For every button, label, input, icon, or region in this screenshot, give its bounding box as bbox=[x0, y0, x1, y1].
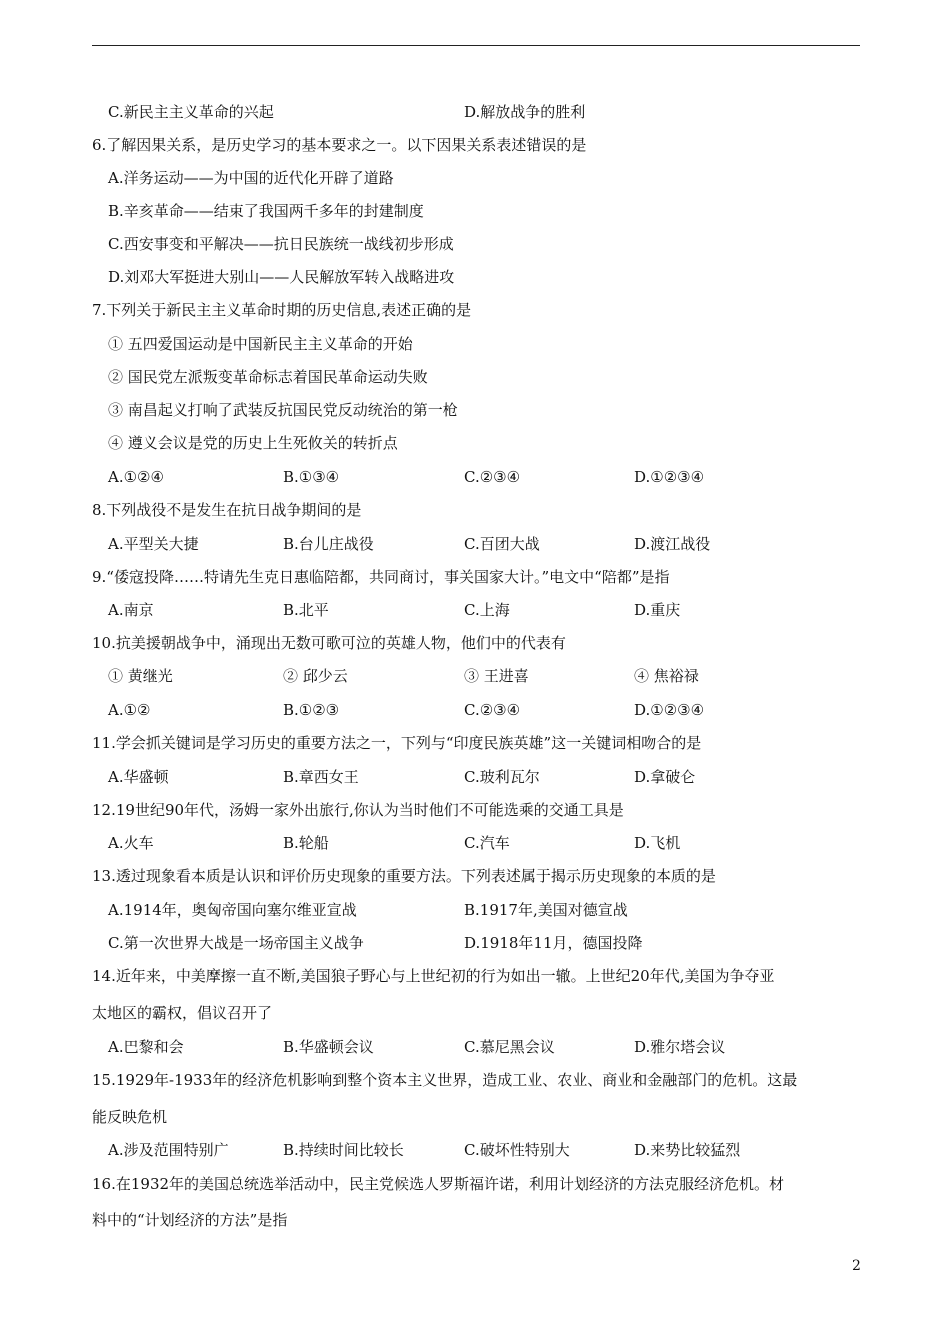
q16-stem-line-1: 16.在1932年的美国总统选举活动中，民主党候选人罗斯福许诺，利用计划经济的方法克服经济危机。材 bbox=[92, 1175, 785, 1193]
q15-stem-line-1: 15.1929年-1933年的经济危机影响到整个资本主义世界，造成工业、农业、商业和金融部门的危机。这最 bbox=[92, 1071, 798, 1089]
q9-option-d: D.重庆 bbox=[634, 601, 681, 619]
q13-option-c: C.第一次世界大战是一场帝国主义战争 bbox=[108, 934, 364, 952]
q9-option-b: B.北平 bbox=[283, 601, 329, 619]
q8-option-a: A.平型关大捷 bbox=[108, 535, 199, 553]
q6-stem: 6.了解因果关系，是历史学习的基本要求之一。以下因果关系表述错误的是 bbox=[92, 136, 587, 154]
q15-option-b: B.持续时间比较长 bbox=[283, 1141, 404, 1159]
q7-statement-2: ② 国民党左派叛变革命标志着国民革命运动失败 bbox=[108, 368, 428, 386]
q8-option-d: D.渡江战役 bbox=[634, 535, 711, 553]
q11-option-b: B.章西女王 bbox=[283, 768, 359, 786]
page-number: 2 bbox=[852, 1258, 861, 1274]
q7-statement-1: ① 五四爱国运动是中国新民主主义革命的开始 bbox=[108, 335, 413, 353]
q10-option-b: B.①②③ bbox=[283, 701, 340, 719]
q14-option-a: A.巴黎和会 bbox=[108, 1038, 184, 1056]
q6-option-b: B.辛亥革命——结束了我国两千多年的封建制度 bbox=[108, 202, 424, 220]
q10-option-c: C.②③④ bbox=[464, 701, 521, 719]
q12-stem: 12.19世纪90年代，汤姆一家外出旅行,你认为当时他们不可能选乘的交通工具是 bbox=[92, 801, 624, 819]
q14-stem-line-1: 14.近年来，中美摩擦一直不断,美国狼子野心与上世纪初的行为如出一辙。上世纪20年代,美国为争夺亚 bbox=[92, 967, 775, 985]
q7-statement-3: ③ 南昌起义打响了武装反抗国民党反动统治的第一枪 bbox=[108, 401, 458, 419]
q10-option-d: D.①②③④ bbox=[634, 701, 705, 719]
q10-hero-3: ③ 王进喜 bbox=[464, 667, 529, 685]
q11-option-c: C.玻利瓦尔 bbox=[464, 768, 540, 786]
q11-option-d: D.拿破仑 bbox=[634, 768, 696, 786]
q13-option-a: A.1914年，奥匈帝国向塞尔维亚宣战 bbox=[108, 901, 357, 919]
q16-stem-line-2: 料中的“计划经济的方法”是指 bbox=[92, 1211, 288, 1229]
q13-stem: 13.透过现象看本质是认识和评价历史现象的重要方法。下列表述属于揭示历史现象的本质的是 bbox=[92, 867, 716, 885]
q8-option-c: C.百团大战 bbox=[464, 535, 540, 553]
q14-option-d: D.雅尔塔会议 bbox=[634, 1038, 726, 1056]
q10-hero-4: ④ 焦裕禄 bbox=[634, 667, 699, 685]
q5-option-d: D.解放战争的胜利 bbox=[464, 103, 586, 121]
q7-option-c: C.②③④ bbox=[464, 468, 521, 486]
q7-stem: 7.下列关于新民主主义革命时期的历史信息,表述正确的是 bbox=[92, 301, 472, 319]
q10-option-a: A.①② bbox=[108, 701, 151, 719]
q6-option-d: D.刘邓大军挺进大别山——人民解放军转入战略进攻 bbox=[108, 268, 455, 286]
q9-option-a: A.南京 bbox=[108, 601, 154, 619]
q12-option-b: B.轮船 bbox=[283, 834, 329, 852]
q14-option-c: C.慕尼黑会议 bbox=[464, 1038, 555, 1056]
q15-stem-line-2: 能反映危机 bbox=[92, 1108, 168, 1126]
q12-option-c: C.汽车 bbox=[464, 834, 510, 852]
q7-statement-4: ④ 遵义会议是党的历史上生死攸关的转折点 bbox=[108, 434, 398, 452]
q15-option-d: D.来势比较猛烈 bbox=[634, 1141, 741, 1159]
q9-option-c: C.上海 bbox=[464, 601, 510, 619]
q11-stem: 11.学会抓关键词是学习历史的重要方法之一，下列与“印度民族英雄”这一关键词相吻合的是 bbox=[92, 734, 702, 752]
q7-option-b: B.①③④ bbox=[283, 468, 340, 486]
q7-option-d: D.①②③④ bbox=[634, 468, 705, 486]
q13-option-b: B.1917年,美国对德宣战 bbox=[464, 901, 628, 919]
q10-hero-1: ① 黄继光 bbox=[108, 667, 173, 685]
q6-option-a: A.洋务运动——为中国的近代化开辟了道路 bbox=[108, 169, 394, 187]
q13-option-d: D.1918年11月，德国投降 bbox=[464, 934, 643, 952]
q12-option-d: D.飞机 bbox=[634, 834, 681, 852]
q10-stem: 10.抗美援朝战争中，涌现出无数可歌可泣的英雄人物，他们中的代表有 bbox=[92, 634, 566, 652]
q10-hero-2: ② 邱少云 bbox=[283, 667, 348, 685]
q14-stem-line-2: 太地区的霸权，倡议召开了 bbox=[92, 1004, 273, 1022]
q12-option-a: A.火车 bbox=[108, 834, 154, 852]
q14-option-b: B.华盛顿会议 bbox=[283, 1038, 374, 1056]
q8-stem: 8.下列战役不是发生在抗日战争期间的是 bbox=[92, 501, 362, 519]
q6-option-c: C.西安事变和平解决——抗日民族统一战线初步形成 bbox=[108, 235, 454, 253]
q11-option-a: A.华盛顿 bbox=[108, 768, 169, 786]
q15-option-a: A.涉及范围特别广 bbox=[108, 1141, 229, 1159]
q8-option-b: B.台儿庄战役 bbox=[283, 535, 374, 553]
q5-option-c: C.新民主主义革命的兴起 bbox=[108, 103, 274, 121]
q15-option-c: C.破坏性特别大 bbox=[464, 1141, 570, 1159]
q7-option-a: A.①②④ bbox=[108, 468, 164, 486]
header-rule bbox=[92, 45, 860, 46]
q9-stem: 9.“倭寇投降……特请先生克日惠临陪都，共同商讨，事关国家大计。”电文中“陪都”是指 bbox=[92, 568, 670, 586]
